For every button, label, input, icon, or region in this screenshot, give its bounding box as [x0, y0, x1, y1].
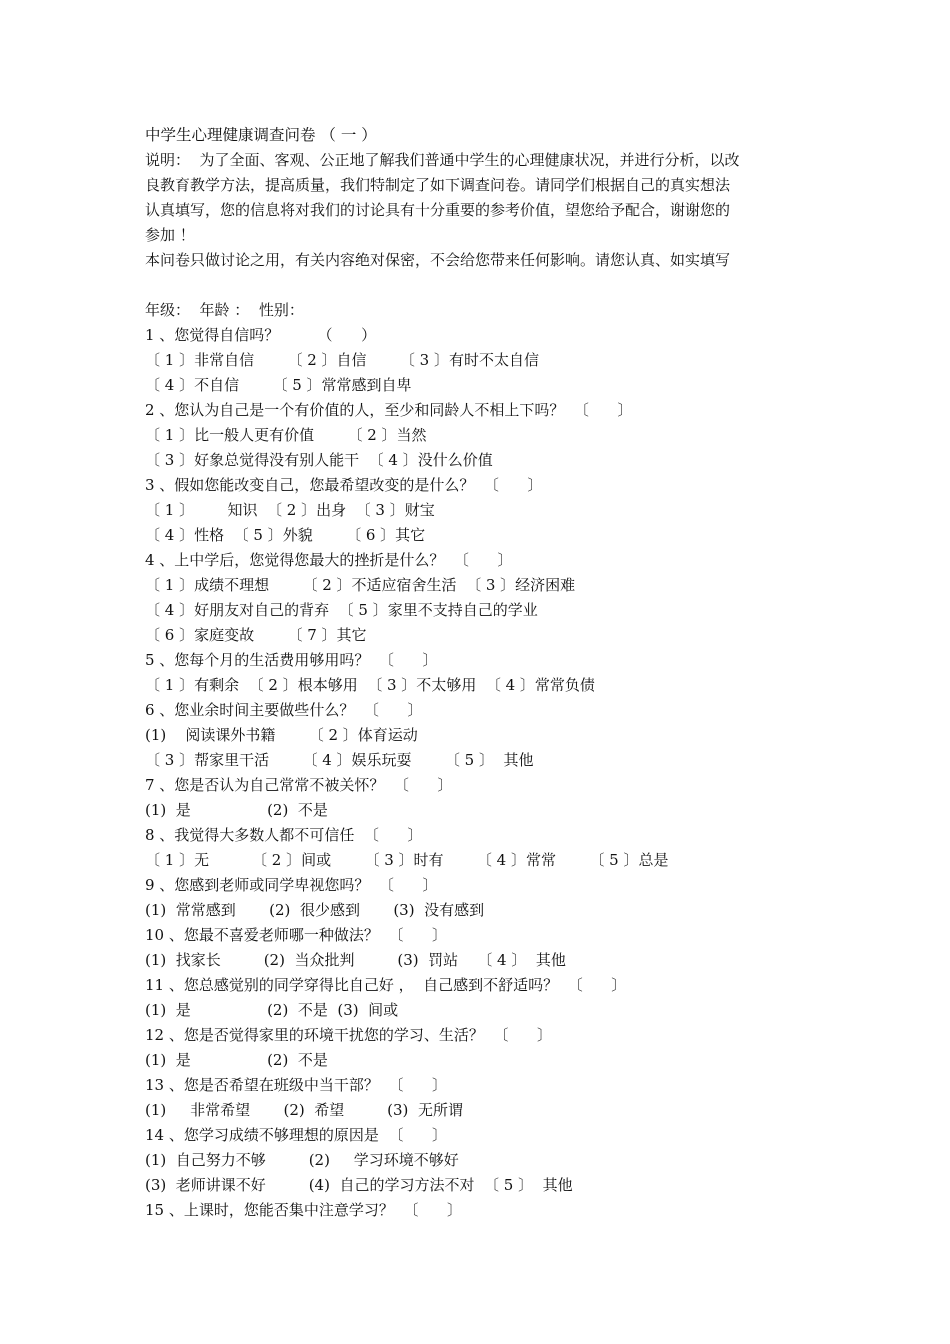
document-title: 中学生心理健康调查问卷 （ 一 ）	[145, 126, 377, 144]
questionnaire	[145, 122, 815, 1223]
question: 1 、您觉得自信吗？ （ ）	[145, 326, 377, 344]
question: 5 、您每个月的生活费用够用吗？ 〔 〕	[145, 651, 438, 669]
question: 14 、您学习成绩不够理想的原因是 〔 〕	[145, 1126, 448, 1144]
question-list	[145, 323, 815, 1223]
option-line: 〔 1 〕成绩不理想 〔 2 〕不适应宿舍生活 〔 3 〕经济困难	[145, 576, 576, 594]
option-line: 〔 1 〕比一般人更有价值 〔 2 〕当然	[145, 426, 427, 444]
spacer	[145, 273, 815, 298]
option-line: (1) 是 (2) 不是	[145, 801, 328, 819]
question: 10 、您最不喜爱老师哪一种做法？ 〔 〕	[145, 926, 448, 944]
question: 15 、上课时，您能否集中注意学习？ 〔 〕	[145, 1201, 463, 1219]
intro-line: 良教育教学方法，提高质量，我们特制定了如下调查问卷。请同学们根据自己的真实想法	[145, 176, 731, 194]
intro-line: 说明： 为了全面、客观、公正地了解我们普通中学生的心理健康状况，并进行分析，以改	[145, 151, 740, 169]
option-line: (1) 找家长 (2) 当众批判 (3) 罚站 〔 4 〕 其他	[145, 951, 566, 969]
option-line: 〔 1 〕有剩余 〔 2 〕根本够用 〔 3 〕不太够用 〔 4 〕常常负债	[145, 676, 595, 694]
option-line: (1) 常常感到 (2) 很少感到 (3) 没有感到	[145, 901, 485, 919]
option-line: 〔 1 〕非常自信 〔 2 〕自信 〔 3 〕有时不太自信	[145, 351, 539, 369]
option-line: 〔 3 〕好象总觉得没有别人能干 〔 4 〕没什么价值	[145, 451, 493, 469]
question: 12 、您是否觉得家里的环境干扰您的学习、生活？ 〔 〕	[145, 1026, 553, 1044]
intro-line: 参加 ！	[145, 226, 195, 244]
option-line: (1) 是 (2) 不是 (3) 间或	[145, 1001, 399, 1019]
option-line: (1) 自己努力不够 (2) 学习环境不够好	[145, 1151, 459, 1169]
option-line: 〔 1 〕 知识 〔 2 〕出身 〔 3 〕财宝	[145, 501, 435, 519]
option-line: (3) 老师讲课不好 (4) 自己的学习方法不对 〔 5 〕 其他	[145, 1176, 573, 1194]
question: 7 、您是否认为自己常常不被关怀？ 〔 〕	[145, 776, 453, 794]
question: 4 、上中学后，您觉得您最大的挫折是什么？ 〔 〕	[145, 551, 513, 569]
question: 6 、您业余时间主要做些什么？ 〔 〕	[145, 701, 423, 719]
question: 9 、您感到老师或同学卑视您吗？ 〔 〕	[145, 876, 438, 894]
student-info-line: 年级： 年龄 ： 性别：	[145, 301, 304, 319]
option-line: 〔 4 〕不自信 〔 5 〕常常感到自卑	[145, 376, 412, 394]
intro-line: 认真填写，您的信息将对我们的讨论具有十分重要的参考价值，望您给予配合，谢谢您的	[145, 201, 731, 219]
privacy-note: 本问卷只做讨论之用，有关内容绝对保密，不会给您带来任何影响。请您认真、如实填写	[145, 251, 731, 269]
option-line: 〔 4 〕好朋友对自己的背弃 〔 5 〕家里不支持自己的学业	[145, 601, 538, 619]
option-line: 〔 1 〕无 〔 2 〕间或 〔 3 〕时有 〔 4 〕常常 〔 5 〕总是	[145, 851, 669, 869]
option-line: 〔 6 〕家庭变故 〔 7 〕其它	[145, 626, 367, 644]
question: 3 、假如您能改变自己，您最希望改变的是什么？ 〔 〕	[145, 476, 543, 494]
question: 8 、我觉得大多数人都不可信任 〔 〕	[145, 826, 423, 844]
option-line: (1) 是 (2) 不是	[145, 1051, 328, 1069]
question: 11 、您总感觉别的同学穿得比自己好 ， 自己感到不舒适吗？ 〔 〕	[145, 976, 627, 994]
option-line: (1) 阅读课外书籍 〔 2 〕体育运动	[145, 726, 418, 744]
option-line: 〔 4 〕性格 〔 5 〕外貌 〔 6 〕其它	[145, 526, 426, 544]
question: 2 、您认为自己是一个有价值的人，至少和同龄人不相上下吗？ 〔 〕	[145, 401, 633, 419]
option-line: (1) 非常希望 (2) 希望 (3) 无所谓	[145, 1101, 463, 1119]
question: 13 、您是否希望在班级中当干部？ 〔 〕	[145, 1076, 448, 1094]
intro-paragraph	[145, 148, 815, 273]
option-line: 〔 3 〕帮家里干活 〔 4 〕娱乐玩耍 〔 5 〕 其他	[145, 751, 534, 769]
